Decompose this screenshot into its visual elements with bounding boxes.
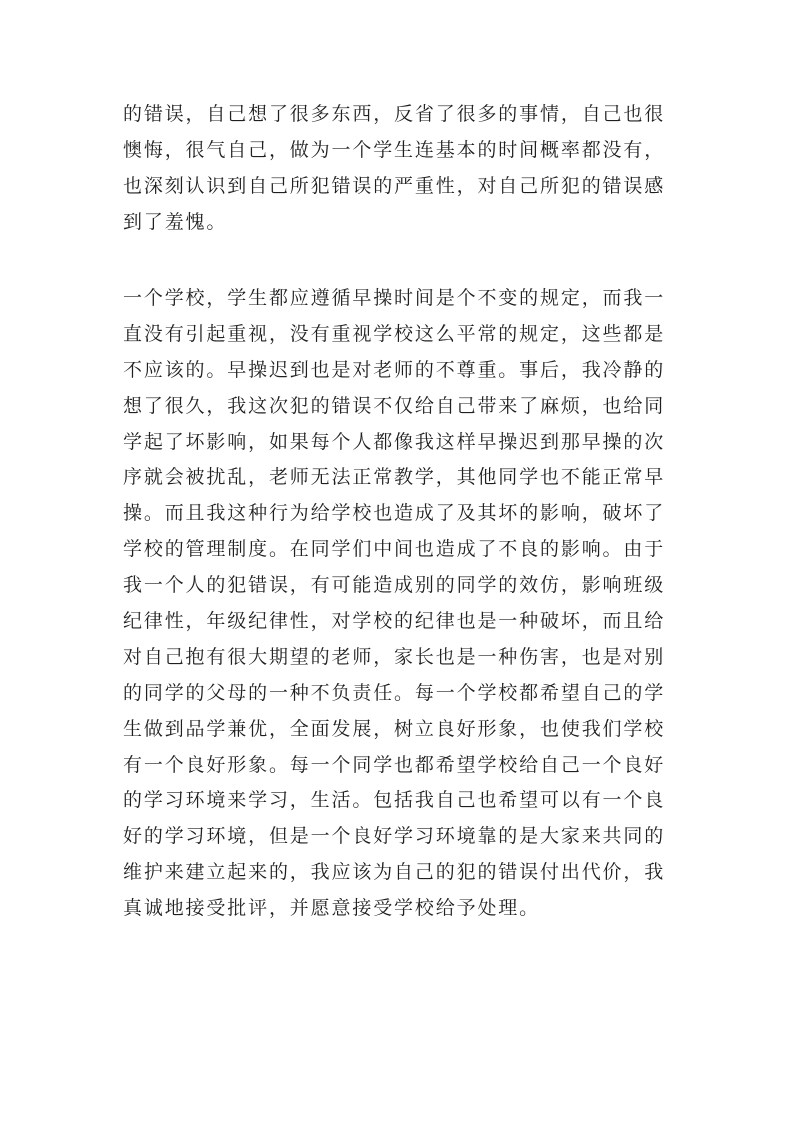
text-line: 一个学校，学生都应遵循早操时间是个不变的规定，而我一 [123, 287, 666, 309]
text-line: 纪律性，年级纪律性，对学校的纪律也是一种破坏，而且给 [123, 610, 666, 633]
text-line: 的同学的父母的一种不负责任。每一个学校都希望自己的学 [123, 681, 666, 704]
paragraph [123, 97, 683, 241]
text-line: 好的学习环境，但是一个良好学习环境靠的是大家来共同的 [123, 825, 666, 848]
text-line: 生做到品学兼优，全面发展，树立良好形象，也使我们学校 [123, 717, 666, 740]
text-line: 我一个人的犯错误，有可能造成别的同学的效仿，影响班级 [123, 574, 666, 597]
text-line: 不应该的。早操迟到也是对老师的不尊重。事后，我冷静的 [123, 358, 666, 381]
text-line: 懊悔，很气自己，做为一个学生连基本的时间概率都没有， [123, 138, 666, 161]
text-line: 操。而且我这种行为给学校也造成了及其坏的影响，破坏了 [123, 502, 666, 525]
text-line: 对自己抱有很大期望的老师，家长也是一种伤害，也是对别 [123, 645, 666, 668]
text-line: 直没有引起重视，没有重视学校这么平常的规定，这些都是 [123, 322, 666, 345]
text-line: 学校的管理制度。在同学们中间也造成了不良的影响。由于 [123, 538, 666, 561]
text-line: 序就会被扰乱，老师无法正常教学，其他同学也不能正常早 [123, 466, 666, 489]
text-line: 维护来建立起来的，我应该为自己的犯的错误付出代价，我 [123, 861, 666, 884]
paragraph [123, 281, 683, 927]
text-line: 真诚地接受批评，并愿意接受学校给予处理。 [123, 897, 541, 920]
text-line: 学起了坏影响，如果每个人都像我这样早操迟到那早操的次 [123, 430, 666, 453]
text-line: 也深刻认识到自己所犯错误的严重性，对自己所犯的错误感 [123, 174, 666, 197]
text-line: 有一个良好形象。每一个同学也都希望学校给自己一个良好 [123, 753, 666, 776]
text-line: 到了羞愧。 [123, 210, 228, 233]
text-line: 想了很久，我这次犯的错误不仅给自己带来了麻烦，也给同 [123, 394, 666, 417]
text-line: 的错误，自己想了很多东西，反省了很多的事情，自己也很 [123, 103, 666, 125]
text-line: 的学习环境来学习，生活。包括我自己也希望可以有一个良 [123, 789, 666, 812]
